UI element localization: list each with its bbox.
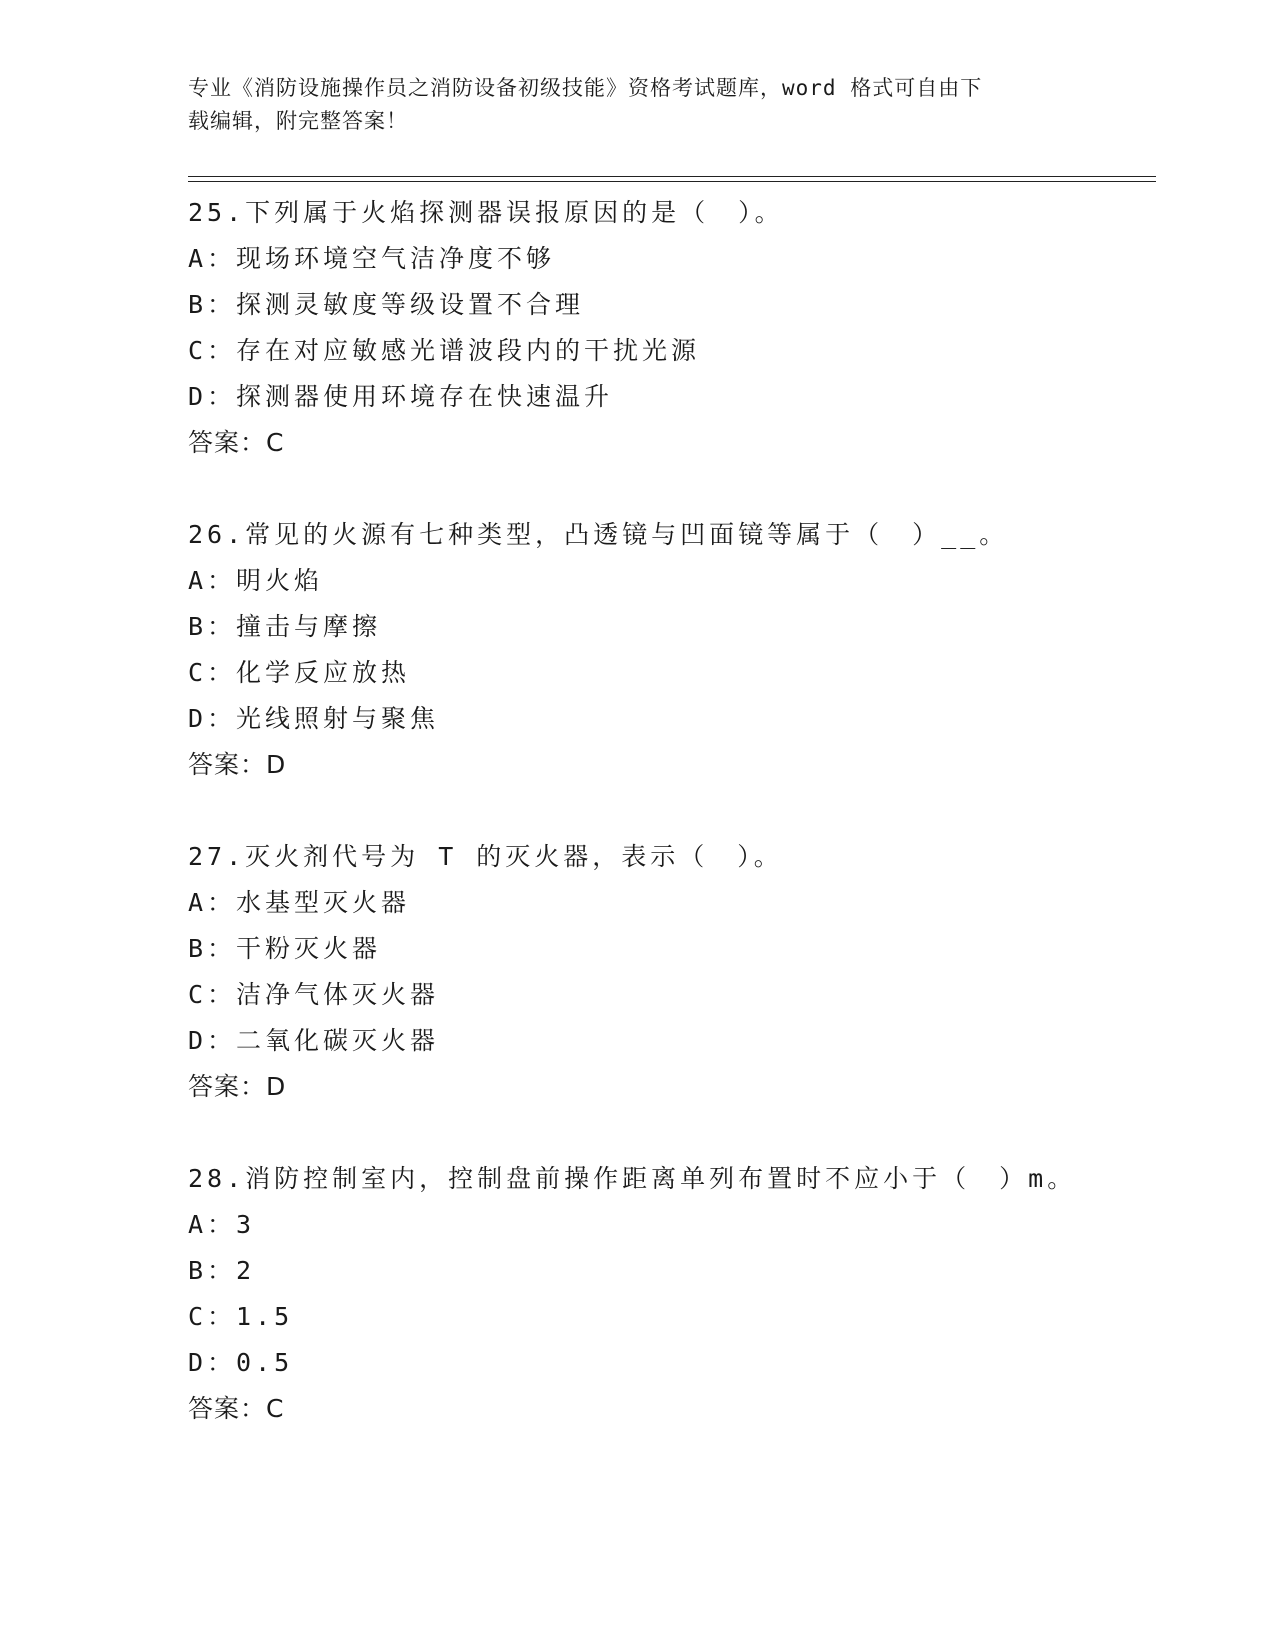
option-a: A：水基型灭火器	[188, 888, 411, 917]
option-d: D：探测器使用环境存在快速温升	[188, 382, 614, 411]
option-d: D：二氧化碳灭火器	[188, 1026, 440, 1055]
option-b: B：2	[188, 1256, 256, 1285]
question-stem: 28.消防控制室内，控制盘前操作距离单列布置时不应小于（ ）m。	[188, 1164, 1077, 1193]
option-c: C：1.5	[188, 1302, 294, 1331]
question-stem: 27.灭火剂代号为 T 的灭火器，表示（ ）。	[188, 842, 783, 871]
option-d: D：0.5	[188, 1348, 294, 1377]
option-c: C：洁净气体灭火器	[188, 980, 440, 1009]
option-a: A：3	[188, 1210, 256, 1239]
header-line-1: 专业《消防设施操作员之消防设备初级技能》资格考试题库，word 格式可自由下	[188, 76, 983, 100]
question-25	[188, 190, 1148, 466]
option-c: C：存在对应敏感光谱波段内的干扰光源	[188, 336, 701, 365]
question-28	[188, 1156, 1148, 1432]
question-26	[188, 512, 1148, 788]
option-d: D：光线照射与聚焦	[188, 704, 440, 733]
question-27	[188, 834, 1148, 1110]
answer: 答案：D	[188, 1072, 287, 1101]
option-b: B：探测灵敏度等级设置不合理	[188, 290, 585, 319]
answer: 答案：D	[188, 750, 287, 779]
question-stem: 25.下列属于火焰探测器误报原因的是（ ）。	[188, 198, 784, 227]
answer: 答案：C	[188, 1394, 285, 1423]
option-a: A：明火焰	[188, 566, 324, 595]
header-line-2: 载编辑，附完整答案！	[188, 109, 408, 133]
option-b: B：撞击与摩擦	[188, 612, 382, 641]
option-c: C：化学反应放热	[188, 658, 411, 687]
option-a: A：现场环境空气洁净度不够	[188, 244, 556, 273]
question-list	[188, 190, 1148, 1432]
header-divider-top	[188, 176, 1156, 177]
option-b: B：干粉灭火器	[188, 934, 382, 963]
document-header	[188, 72, 1068, 138]
question-stem: 26.常见的火源有七种类型，凸透镜与凹面镜等属于（ ）__。	[188, 520, 1009, 549]
answer: 答案：C	[188, 428, 285, 457]
header-divider-bottom	[188, 181, 1156, 182]
